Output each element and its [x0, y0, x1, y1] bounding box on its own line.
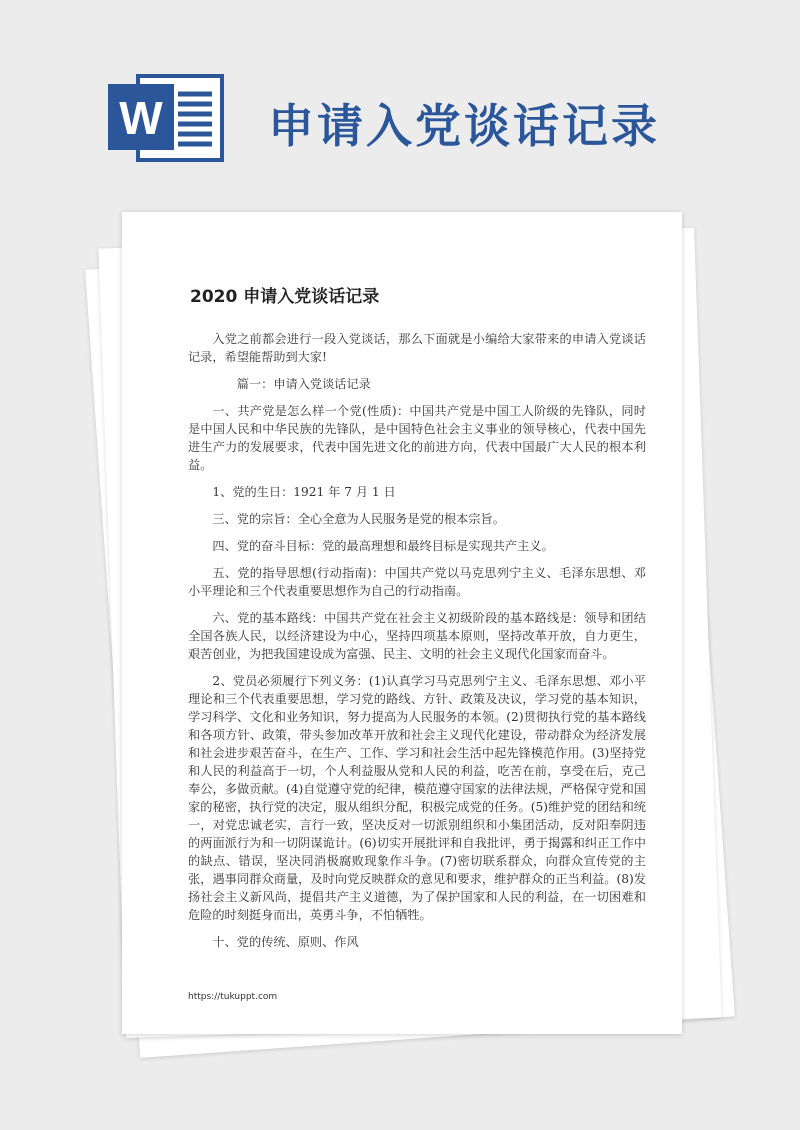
paragraph: 十、党的传统、原则、作风 — [212, 935, 359, 949]
paragraph: 五、党的指导思想(行动指南)：中国共产党以马克思列宁主义、毛泽东思想、邓小平理论和三个代表重要思想作为自己的行动指南。 — [188, 566, 646, 598]
section-heading: 篇一：申请入党谈话记录 — [236, 377, 371, 391]
document-page — [122, 212, 682, 1034]
paragraph: 四、党的奋斗目标：党的最高理想和最终目标是实现共产主义。 — [212, 539, 554, 553]
document-body — [188, 330, 646, 960]
document-title: 2020 申请入党谈话记录 — [190, 287, 380, 307]
paragraph: 1、党的生日：1921 年 7 月 1 日 — [212, 485, 396, 499]
paragraph: 六、党的基本路线：中国共产党在社会主义初级阶段的基本路线是：领导和团结全国各族人民，以经济建设为中心，坚持四项基本原则，坚持改革开放，自力更生，艰苦创业，为把我国建设成为富强、民主、文明的社会主义现代化国家而奋斗。 — [188, 611, 646, 661]
paragraph: 入党之前都会进行一段入党谈话，那么下面就是小编给大家带来的申请入党谈话记录，希望能帮助到大家! — [188, 332, 646, 364]
paragraph: 2、党员必须履行下列义务：(1)认真学习马克思列宁主义、毛泽东思想、邓小平理论和三个代表重要思想，学习党的路线、方针、政策及决议，学习党的基本知识，学习科学、文化和业务知识，努力提高为人民服务的本领。(2)贯彻执行党的基本路线和各项方针、政策，带头参加改革开放和社会主义现代化建设，带动群众为经济发展和社会进步艰苦奋斗，在生产、工作、学习和社会生活中起先锋模范作用。(3)坚持党和人民的利益高于一切，个人利益服从党和人民的利益，吃苦在前，享受在后，克己奉公，多做贡献。(4)自觉遵守党的纪律，模范遵守国家的法律法规，严格保守党和国家的秘密，执行党的决定，服从组织分配，积极完成党的任务。(5)维护党的团结和统一，对党忠诚老实，言行一致，坚决反对一切派别组织和小集团活动，反对阳奉阴违的两面派行为和一切阴谋诡计。(6)切实开展批评和自我批评，勇于揭露和纠正工作中的缺点、错误，坚决同消极腐败现象作斗争。(7)密切联系群众，向群众宣传党的主张，遇事同群众商量，及时向党反映群众的意见和要求，维护群众的正当利益。(8)发扬社会主义新风尚，提倡共产主义道德，为了保护国家和人民的利益，在一切困难和危险的时刻挺身而出，英勇斗争，不怕牺牲。 — [188, 674, 646, 922]
banner-title: 申请入党谈话记录 — [268, 99, 660, 153]
paragraph: 三、党的宗旨：全心全意为人民服务是党的根本宗旨。 — [212, 512, 505, 526]
word-logo-icon — [108, 70, 228, 166]
paragraph: 一、共产党是怎么样一个党(性质)：中国共产党是中国工人阶级的先锋队，同时是中国人民和中华民族的先锋队，是中国特色社会主义事业的领导核心，代表中国先进生产力的发展要求，代表中国先进文化的前进方向，代表中国最广大人民的根本利益。 — [188, 404, 646, 472]
word-logo-letter: W — [119, 92, 163, 144]
footer-url: https://tukuppt.com — [188, 992, 278, 1002]
